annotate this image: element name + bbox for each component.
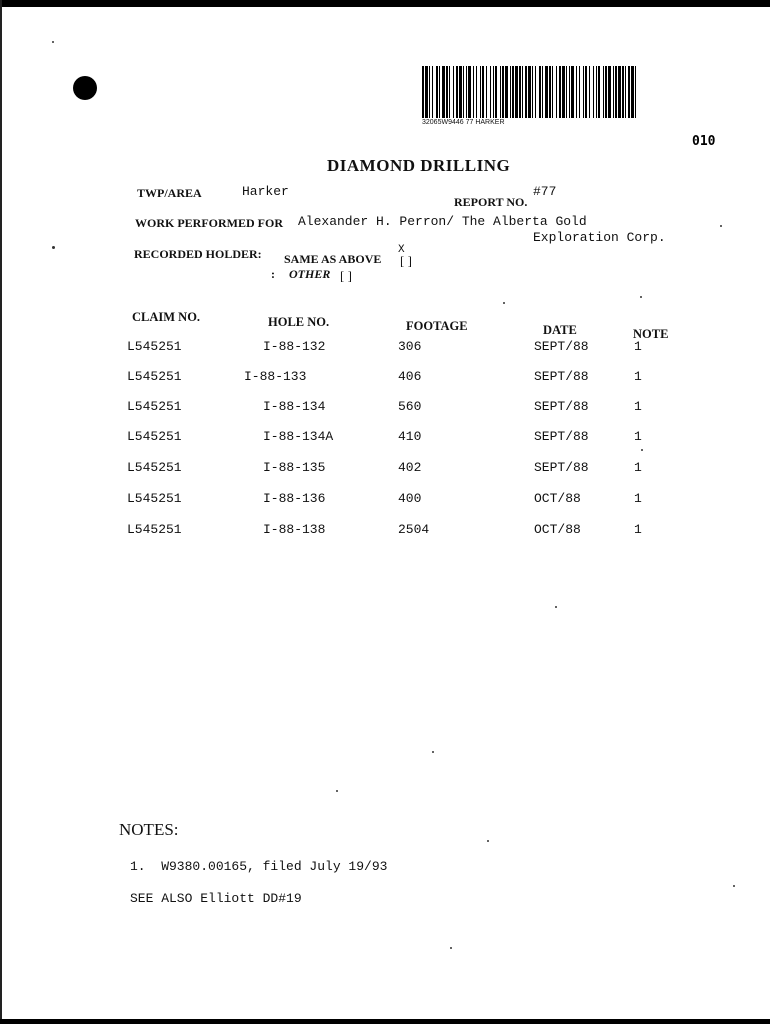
report-number-label: REPORT NO.	[454, 195, 528, 209]
barcode-bar	[449, 66, 450, 118]
note-cell: 1	[634, 399, 642, 414]
claim-cell: L545251	[127, 429, 182, 444]
barcode-bar	[569, 66, 570, 118]
note-cell: 1	[634, 460, 642, 475]
hole-cell: I-88-135	[263, 460, 326, 475]
barcode-bar	[589, 66, 590, 118]
barcode-bar	[502, 66, 504, 118]
barcode-bar	[500, 66, 501, 118]
other-checkbox: [ ]	[340, 268, 352, 283]
scan-top-border	[0, 0, 770, 7]
col-header-hole: HOLE NO.	[268, 315, 330, 329]
scan-speck	[450, 947, 452, 949]
report-number-value: #77	[533, 184, 557, 199]
work-performed-value-line1: Alexander H. Perron/ The Alberta Gold	[298, 214, 587, 229]
barcode-bar	[622, 66, 624, 118]
page-number: 010	[692, 134, 716, 149]
barcode-bar	[468, 66, 471, 118]
scan-speck	[52, 41, 54, 43]
footage-cell: 402	[398, 460, 422, 475]
hole-cell: I-88-132	[263, 339, 326, 354]
scan-speck	[487, 840, 489, 842]
barcode-bar	[495, 66, 497, 118]
barcode-bar	[482, 66, 484, 118]
barcode-bar	[446, 66, 448, 118]
barcode-bar	[552, 66, 553, 118]
barcode-bar	[545, 66, 548, 118]
barcode-bar	[519, 66, 521, 118]
barcode-bar	[480, 66, 481, 118]
col-header-claim: CLAIM NO.	[132, 310, 201, 324]
barcode-bar	[505, 66, 508, 118]
claim-cell: L545251	[127, 339, 182, 354]
barcode-bar	[429, 66, 430, 118]
note-line-1: 1. W9380.00165, filed July 19/93	[130, 859, 388, 874]
note-cell: 1	[634, 522, 642, 537]
barcode-bar	[459, 66, 462, 118]
checkbox-x-mark: X	[398, 244, 405, 256]
same-as-above-label: SAME AS ABOVE	[284, 252, 382, 266]
barcode-bar	[532, 66, 533, 118]
note-cell: 1	[634, 369, 642, 384]
barcode-bar	[439, 66, 440, 118]
barcode-bar	[432, 66, 433, 118]
other-label: OTHER	[289, 267, 331, 281]
barcode-bar	[436, 66, 438, 118]
claim-cell: L545251	[127, 522, 182, 537]
barcode-bar	[608, 66, 611, 118]
barcode	[420, 66, 642, 124]
scan-bottom-border	[0, 1019, 770, 1024]
barcode-bar	[605, 66, 607, 118]
work-performed-value-line2: Exploration Corp.	[533, 230, 666, 245]
barcode-bar	[510, 66, 511, 118]
barcode-bar	[628, 66, 630, 118]
notes-heading: NOTES:	[119, 820, 179, 839]
note-cell: 1	[634, 339, 642, 354]
barcode-bar	[635, 66, 636, 118]
scan-speck	[503, 302, 505, 304]
footage-cell: 406	[398, 369, 422, 384]
barcode-bar	[466, 66, 467, 118]
col-header-note: NOTE	[633, 327, 669, 341]
footage-cell: 560	[398, 399, 422, 414]
barcode-bar	[559, 66, 561, 118]
barcode-bar	[522, 66, 523, 118]
barcode-bar	[486, 66, 487, 118]
barcode-bar	[442, 66, 445, 118]
hole-cell: I-88-134	[263, 399, 326, 414]
barcode-bar	[579, 66, 580, 118]
recorded-holder-label: RECORDED HOLDER:	[134, 247, 262, 261]
footage-cell: 410	[398, 429, 422, 444]
date-cell: SEPT/88	[534, 429, 589, 444]
scan-speck	[720, 225, 722, 227]
scan-speck	[733, 885, 735, 887]
hole-cell: I-88-134A	[263, 429, 334, 444]
barcode-bar	[490, 66, 491, 118]
date-cell: SEPT/88	[534, 339, 589, 354]
scan-speck	[52, 246, 55, 249]
barcode-bar	[615, 66, 617, 118]
twp-area-label: TWP/AREA	[137, 186, 202, 200]
barcode-bar	[549, 66, 551, 118]
barcode-caption: 32065W9446 77 HARKER	[422, 119, 505, 126]
date-cell: SEPT/88	[534, 399, 589, 414]
barcode-bar	[456, 66, 458, 118]
barcode-bar	[542, 66, 543, 118]
barcode-bar	[425, 66, 428, 118]
scan-speck	[555, 606, 557, 608]
work-performed-label: WORK PERFORMED FOR	[135, 216, 283, 230]
col-header-date: DATE	[543, 323, 577, 337]
barcode-bar	[525, 66, 527, 118]
claim-cell: L545251	[127, 399, 182, 414]
barcode-bar	[535, 66, 536, 118]
scan-speck	[432, 751, 434, 753]
barcode-bar	[473, 66, 474, 118]
barcode-bar	[493, 66, 494, 118]
barcode-bar	[512, 66, 514, 118]
note-cell: 1	[634, 491, 642, 506]
barcode-bar	[422, 66, 424, 118]
scan-speck	[640, 296, 642, 298]
barcode-bar	[566, 66, 567, 118]
barcode-bar	[598, 66, 600, 118]
note-cell: 1	[634, 429, 642, 444]
date-cell: SEPT/88	[534, 369, 589, 384]
note-line-2: SEE ALSO Elliott DD#19	[130, 891, 302, 906]
hole-punch-mark	[73, 76, 97, 100]
barcode-bar	[528, 66, 531, 118]
footage-cell: 400	[398, 491, 422, 506]
date-cell: SEPT/88	[534, 460, 589, 475]
barcode-bar	[625, 66, 626, 118]
claim-cell: L545251	[127, 369, 182, 384]
barcode-bar	[539, 66, 541, 118]
barcode-bar	[585, 66, 587, 118]
scan-speck	[641, 449, 643, 451]
barcode-bar	[556, 66, 557, 118]
footage-cell: 306	[398, 339, 422, 354]
twp-area-value: Harker	[242, 184, 289, 199]
barcode-bar	[603, 66, 604, 118]
date-cell: OCT/88	[534, 491, 581, 506]
barcode-bar	[562, 66, 565, 118]
hole-cell: I-88-133	[244, 369, 307, 384]
document-title: DIAMOND DRILLING	[327, 156, 511, 175]
hole-cell: I-88-136	[263, 491, 326, 506]
same-as-above-checkbox: [ ]	[400, 253, 412, 268]
barcode-bar	[463, 66, 464, 118]
scan-left-border	[0, 0, 2, 1024]
holder-separator: :	[271, 267, 275, 281]
claim-cell: L545251	[127, 460, 182, 475]
barcode-bar	[583, 66, 584, 118]
claim-cell: L545251	[127, 491, 182, 506]
hole-cell: I-88-138	[263, 522, 326, 537]
scan-speck	[336, 790, 338, 792]
barcode-bar	[596, 66, 597, 118]
barcode-bar	[515, 66, 518, 118]
barcode-bar	[613, 66, 614, 118]
col-header-footage: FOOTAGE	[406, 319, 468, 333]
barcode-bar	[631, 66, 634, 118]
barcode-bar	[571, 66, 574, 118]
footage-cell: 2504	[398, 522, 430, 537]
barcode-bar	[453, 66, 454, 118]
date-cell: OCT/88	[534, 522, 581, 537]
barcode-bar	[593, 66, 594, 118]
barcode-bar	[618, 66, 621, 118]
barcode-bar	[576, 66, 577, 118]
barcode-bar	[476, 66, 477, 118]
